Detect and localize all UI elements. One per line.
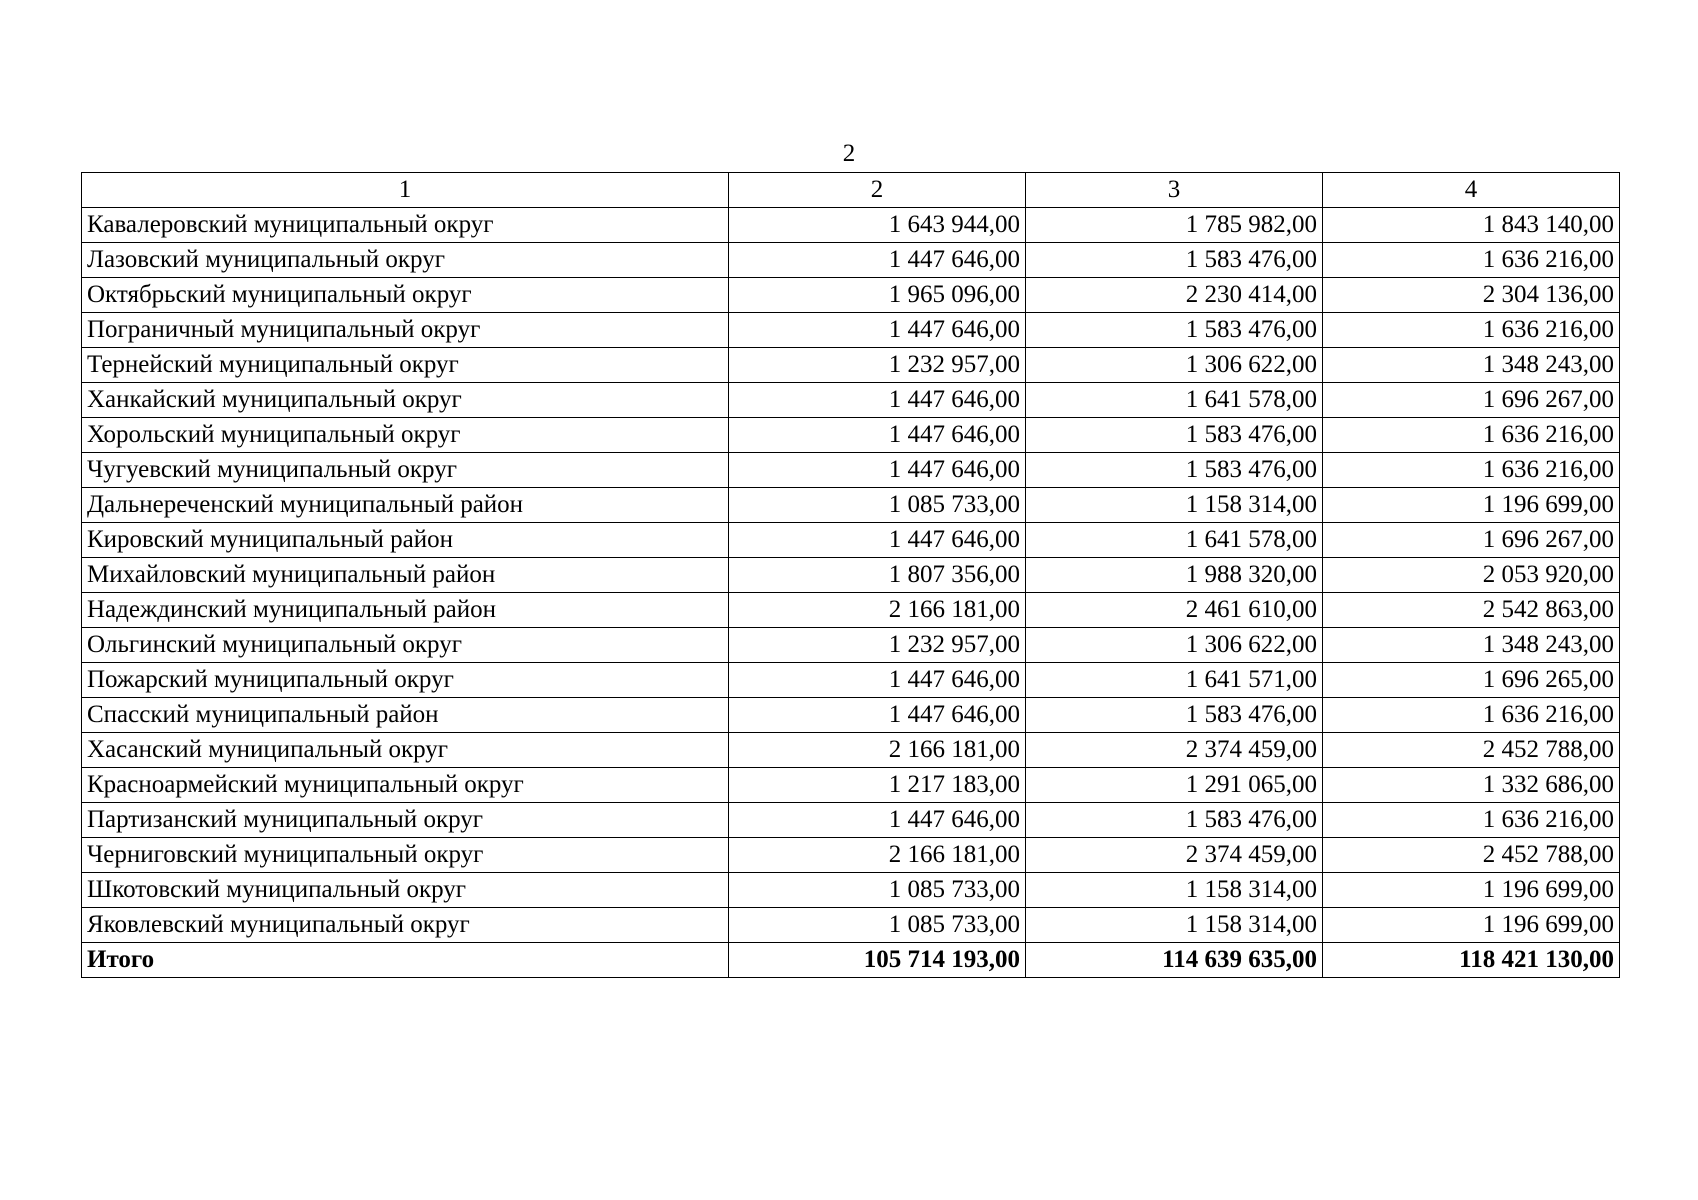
value-col3: 1 583 476,00: [1026, 698, 1323, 733]
value-col4: 1 348 243,00: [1323, 348, 1620, 383]
value-col4: 1 636 216,00: [1323, 313, 1620, 348]
table-row: [82, 908, 1620, 943]
value-col2: 1 447 646,00: [729, 803, 1026, 838]
value-col2: 1 232 957,00: [729, 348, 1026, 383]
value-col4: 1 636 216,00: [1323, 418, 1620, 453]
table-row: [82, 628, 1620, 663]
value-col2: 1 085 733,00: [729, 908, 1026, 943]
value-col3: 1 785 982,00: [1026, 208, 1323, 243]
value-col3: 1 583 476,00: [1026, 243, 1323, 278]
value-col4: 2 053 920,00: [1323, 558, 1620, 593]
value-col3: 1 158 314,00: [1026, 488, 1323, 523]
value-col3: 1 291 065,00: [1026, 768, 1323, 803]
table-row: [82, 243, 1620, 278]
value-col2: 1 447 646,00: [729, 698, 1026, 733]
value-col4: 1 196 699,00: [1323, 908, 1620, 943]
value-col2: 2 166 181,00: [729, 733, 1026, 768]
value-col4: 1 696 265,00: [1323, 663, 1620, 698]
municipality-name: Хорольский муниципальный округ: [82, 418, 729, 453]
column-header-4: 4: [1323, 173, 1620, 208]
value-col2: 1 447 646,00: [729, 418, 1026, 453]
value-col2: 1 447 646,00: [729, 313, 1026, 348]
table-row: [82, 593, 1620, 628]
value-col2: 2 166 181,00: [729, 593, 1026, 628]
value-col4: 1 636 216,00: [1323, 803, 1620, 838]
table-row: [82, 838, 1620, 873]
value-col3: 1 583 476,00: [1026, 453, 1323, 488]
value-col4: 1 636 216,00: [1323, 243, 1620, 278]
municipality-name: Пожарский муниципальный округ: [82, 663, 729, 698]
municipality-name: Хасанский муниципальный округ: [82, 733, 729, 768]
total-value-col3: 114 639 635,00: [1026, 943, 1323, 978]
municipality-name: Спасский муниципальный район: [82, 698, 729, 733]
value-col2: 1 447 646,00: [729, 523, 1026, 558]
table-row: [82, 803, 1620, 838]
value-col2: 1 085 733,00: [729, 873, 1026, 908]
table-row: [82, 453, 1620, 488]
value-col3: 2 230 414,00: [1026, 278, 1323, 313]
municipality-name: Яковлевский муниципальный округ: [82, 908, 729, 943]
value-col3: 1 641 571,00: [1026, 663, 1323, 698]
table-body: [82, 208, 1620, 978]
value-col4: 1 696 267,00: [1323, 523, 1620, 558]
municipality-name: Кавалеровский муниципальный округ: [82, 208, 729, 243]
value-col2: 2 166 181,00: [729, 838, 1026, 873]
municipality-name: Пограничный муниципальный округ: [82, 313, 729, 348]
table-row: [82, 208, 1620, 243]
municipality-name: Надеждинский муниципальный район: [82, 593, 729, 628]
municipality-name: Черниговский муниципальный округ: [82, 838, 729, 873]
table-header-row: [82, 173, 1620, 208]
table-row: [82, 663, 1620, 698]
table-row: [82, 873, 1620, 908]
table-row: [82, 348, 1620, 383]
value-col3: 1 583 476,00: [1026, 418, 1323, 453]
total-value-col4: 118 421 130,00: [1323, 943, 1620, 978]
value-col3: 2 374 459,00: [1026, 733, 1323, 768]
table-row: [82, 488, 1620, 523]
value-col2: 1 447 646,00: [729, 453, 1026, 488]
allocation-table: [81, 172, 1620, 978]
column-header-3: 3: [1026, 173, 1323, 208]
value-col3: 1 306 622,00: [1026, 628, 1323, 663]
value-col3: 2 374 459,00: [1026, 838, 1323, 873]
total-label: Итого: [82, 943, 729, 978]
municipality-name: Шкотовский муниципальный округ: [82, 873, 729, 908]
page-number: 2: [842, 140, 856, 167]
total-row: [82, 943, 1620, 978]
value-col3: 1 583 476,00: [1026, 803, 1323, 838]
municipality-name: Партизанский муниципальный округ: [82, 803, 729, 838]
value-col4: 2 542 863,00: [1323, 593, 1620, 628]
municipality-name: Октябрьский муниципальный округ: [82, 278, 729, 313]
table-row: [82, 733, 1620, 768]
value-col4: 2 452 788,00: [1323, 733, 1620, 768]
value-col4: 1 843 140,00: [1323, 208, 1620, 243]
municipality-name: Ольгинский муниципальный округ: [82, 628, 729, 663]
value-col4: 1 332 686,00: [1323, 768, 1620, 803]
municipality-name: Кировский муниципальный район: [82, 523, 729, 558]
table-row: [82, 278, 1620, 313]
table-row: [82, 558, 1620, 593]
municipality-name: Дальнереченский муниципальный район: [82, 488, 729, 523]
value-col2: 1 447 646,00: [729, 663, 1026, 698]
value-col4: 1 696 267,00: [1323, 383, 1620, 418]
value-col3: 1 306 622,00: [1026, 348, 1323, 383]
value-col3: 2 461 610,00: [1026, 593, 1323, 628]
table-row: [82, 768, 1620, 803]
value-col2: 1 232 957,00: [729, 628, 1026, 663]
column-header-1: 1: [82, 173, 729, 208]
value-col3: 1 641 578,00: [1026, 523, 1323, 558]
table-row: [82, 698, 1620, 733]
table-row: [82, 313, 1620, 348]
column-header-2: 2: [729, 173, 1026, 208]
value-col4: 2 304 136,00: [1323, 278, 1620, 313]
table-row: [82, 383, 1620, 418]
value-col3: 1 158 314,00: [1026, 908, 1323, 943]
municipality-name: Тернейский муниципальный округ: [82, 348, 729, 383]
municipality-name: Ханкайский муниципальный округ: [82, 383, 729, 418]
municipality-name: Михайловский муниципальный район: [82, 558, 729, 593]
value-col2: 1 643 944,00: [729, 208, 1026, 243]
total-value-col2: 105 714 193,00: [729, 943, 1026, 978]
value-col2: 1 085 733,00: [729, 488, 1026, 523]
value-col2: 1 217 183,00: [729, 768, 1026, 803]
value-col3: 1 641 578,00: [1026, 383, 1323, 418]
value-col4: 1 348 243,00: [1323, 628, 1620, 663]
municipality-name: Чугуевский муниципальный округ: [82, 453, 729, 488]
municipality-name: Красноармейский муниципальный округ: [82, 768, 729, 803]
table-row: [82, 523, 1620, 558]
value-col2: 1 807 356,00: [729, 558, 1026, 593]
value-col4: 1 636 216,00: [1323, 453, 1620, 488]
value-col3: 1 583 476,00: [1026, 313, 1323, 348]
value-col4: 1 636 216,00: [1323, 698, 1620, 733]
value-col4: 2 452 788,00: [1323, 838, 1620, 873]
value-col4: 1 196 699,00: [1323, 488, 1620, 523]
municipality-name: Лазовский муниципальный округ: [82, 243, 729, 278]
value-col4: 1 196 699,00: [1323, 873, 1620, 908]
table-row: [82, 418, 1620, 453]
value-col2: 1 447 646,00: [729, 383, 1026, 418]
value-col2: 1 965 096,00: [729, 278, 1026, 313]
value-col3: 1 988 320,00: [1026, 558, 1323, 593]
value-col2: 1 447 646,00: [729, 243, 1026, 278]
value-col3: 1 158 314,00: [1026, 873, 1323, 908]
